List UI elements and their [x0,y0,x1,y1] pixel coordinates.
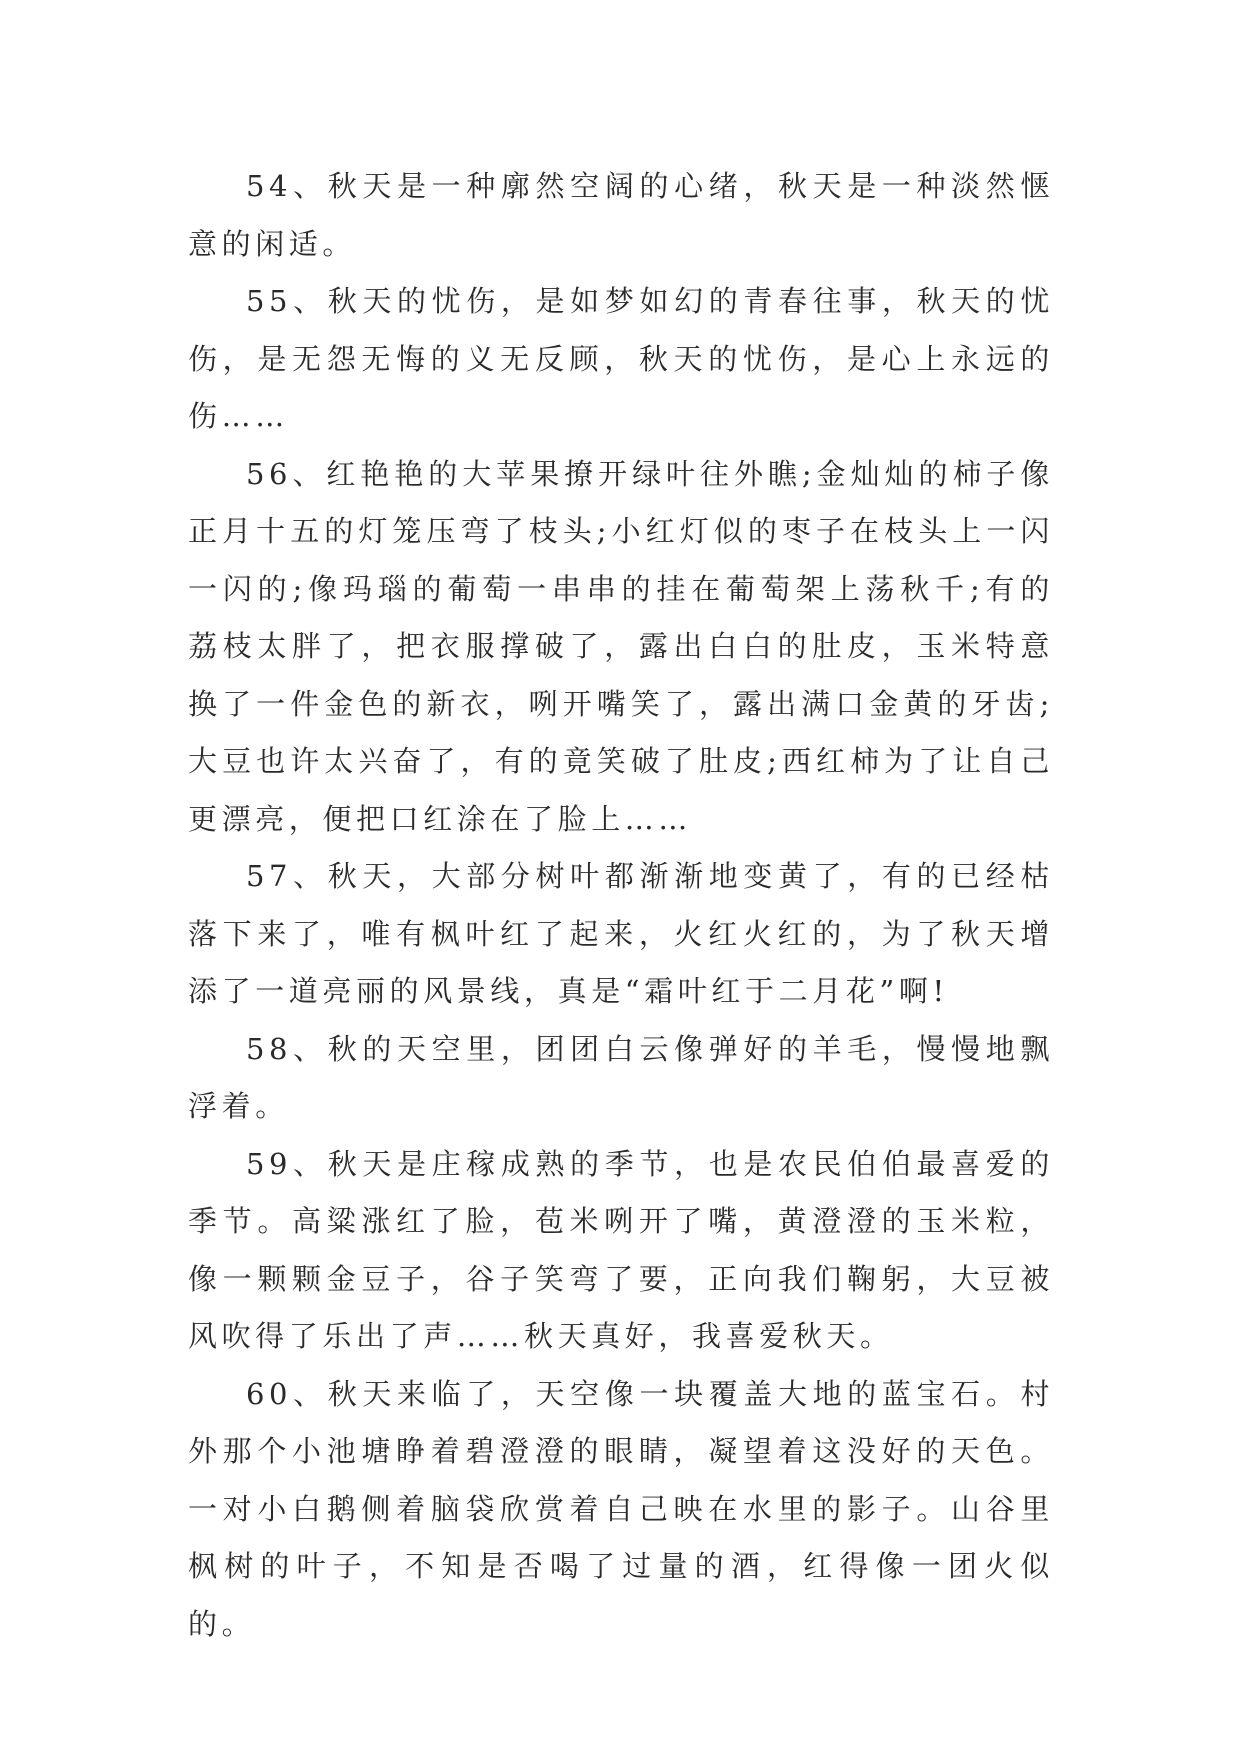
paragraph-54: 54、秋天是一种廓然空阔的心绪，秋天是一种淡然惬意的闲适。 [188,169,1054,261]
paragraph-59: 59、秋天是庄稼成熟的季节，也是农民伯伯最喜爱的季节。高粱涨红了脸，苞米咧开了嘴，黄澄澄的玉米粒，像一颗颗金豆子，谷子笑弯了要，正向我们鞠躬，大豆被风吹得了乐出了声……秋天真好，我喜爱秋天。 [188,1146,1054,1353]
paragraph-57: 57、秋天，大部分树叶都渐渐地变黄了，有的已经枯落下来了，唯有枫叶红了起来，火红火红的，为了秋天增添了一道亮丽的风景线，真是“霜叶红于二月花”啊! [188,859,1054,1008]
paragraph-60: 60、秋天来临了，天空像一块覆盖大地的蓝宝石。村外那个小池塘睁着碧澄澄的眼睛，凝望着这没好的天色。一对小白鹅侧着脑袋欣赏着自己映在水里的影子。山谷里枫树的叶子，不知是否喝了过量的酒，红得像一团火似的。 [188,1376,1054,1641]
paragraph-56: 56、红艳艳的大苹果撩开绿叶往外瞧;金灿灿的柿子像正月十五的灯笼压弯了枝头;小红灯似的枣子在枝头上一闪一闪的;像玛瑙的葡萄一串串的挂在葡萄架上荡秋千;有的荔枝太胖了，把衣服撑破了，露出白白的肚皮，玉米特意换了一件金色的新衣，咧开嘴笑了，露出满口金黄的牙齿;大豆也许太兴奋了，有的竟笑破了肚皮;西红柿为了让自己更漂亮，便把口红涂在了脸上…… [188,456,1054,836]
document-body [188,158,1054,1653]
paragraph-55: 55、秋天的忧伤，是如梦如幻的青春往事，秋天的忧伤，是无怨无悔的义无反顾，秋天的忧伤，是心上永远的伤…… [188,284,1054,433]
paragraph-58: 58、秋的天空里，团团白云像弹好的羊毛，慢慢地飘浮着。 [188,1031,1054,1123]
